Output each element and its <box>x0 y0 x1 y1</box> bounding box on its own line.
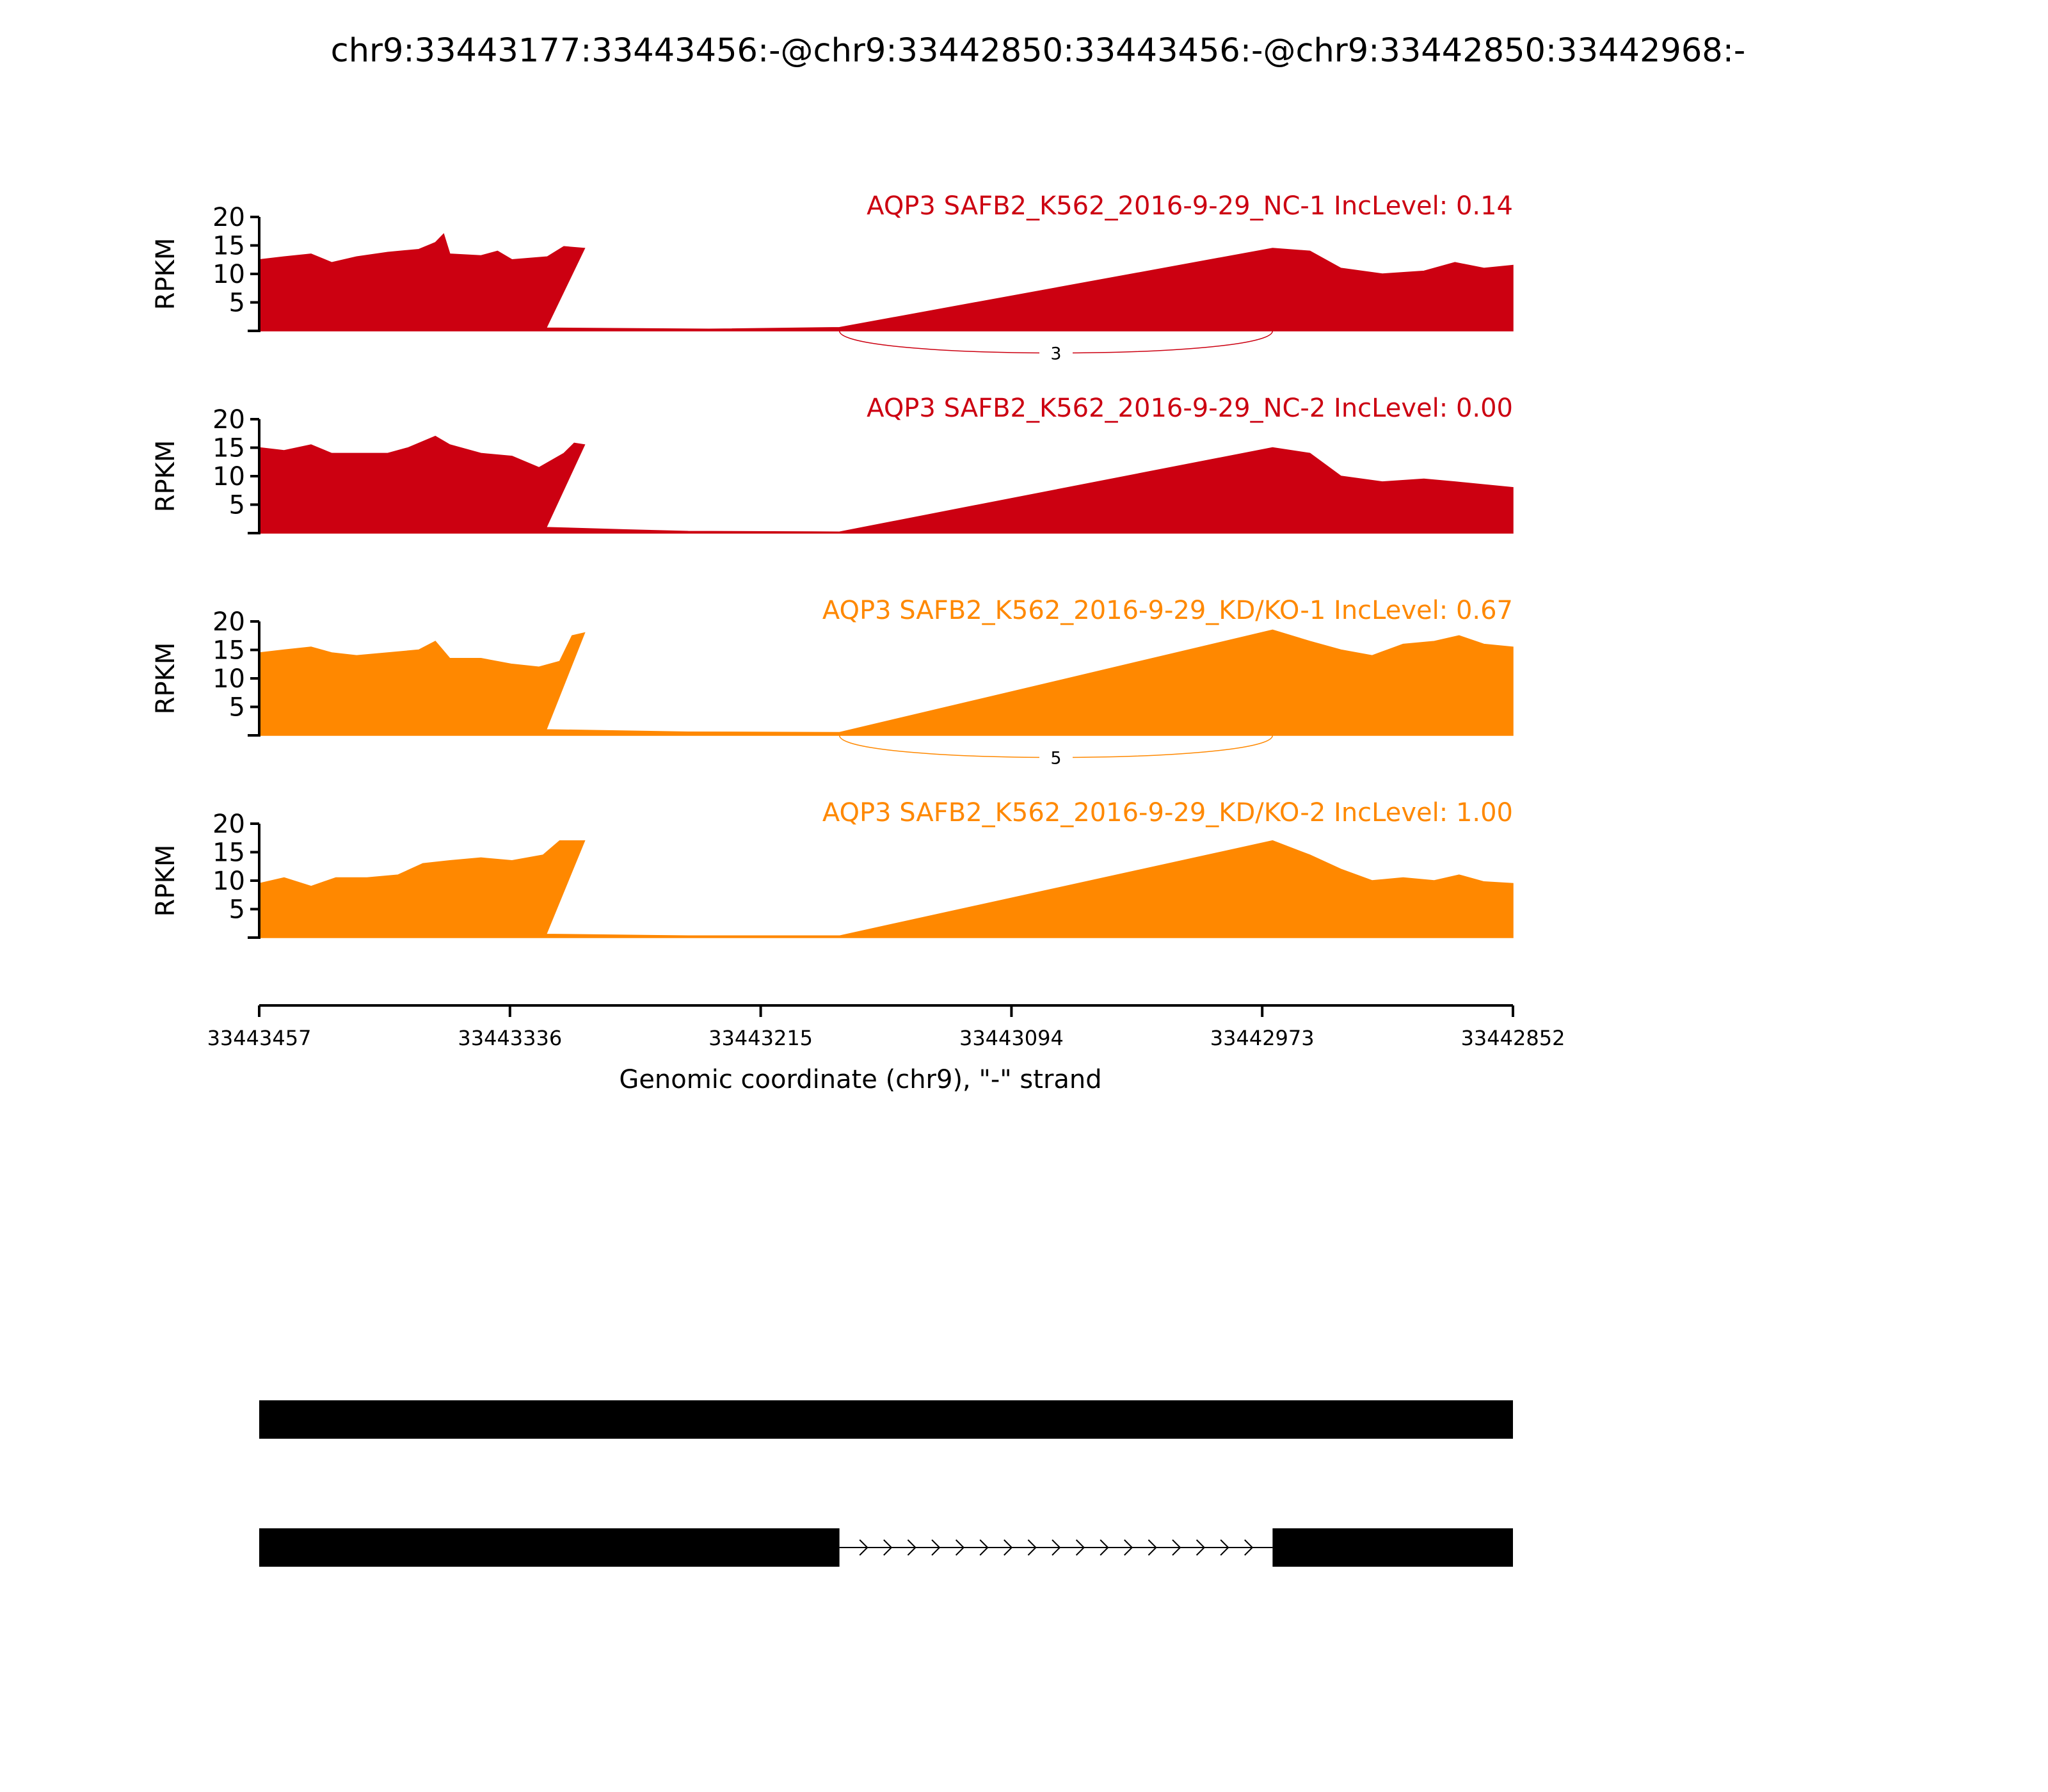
y-tick-label: 10 <box>212 664 245 694</box>
sample-label: AQP3 SAFB2_K562_2016-9-29_KD/KO-2 IncLevel: 1.00 <box>822 798 1513 828</box>
y-tick-label: 15 <box>212 231 245 261</box>
y-tick-label: 20 <box>212 607 245 637</box>
gene-model-1 <box>259 1400 1513 1439</box>
gene-models <box>259 1400 1513 1567</box>
gene-model-2 <box>259 1528 1513 1567</box>
coverage-area-4 <box>259 841 1513 938</box>
y-tick-label: 20 <box>212 810 245 839</box>
coverage-area-1 <box>259 234 1513 331</box>
x-tick-label: 33442973 <box>1210 1026 1315 1050</box>
junction-count-label: 3 <box>1050 344 1062 364</box>
y-tick-label: 20 <box>212 203 245 232</box>
y-axis-label: RPKM <box>151 642 180 715</box>
sample-label: AQP3 SAFB2_K562_2016-9-29_NC-1 IncLevel: 0.14 <box>867 191 1513 221</box>
coverage-area-3 <box>259 630 1513 735</box>
plot-title: chr9:33443177:33443456:-@chr9:33442850:33443456:-@chr9:33442850:33442968:- <box>330 32 1746 70</box>
y-axis-label: RPKM <box>151 844 180 917</box>
sample-label: AQP3 SAFB2_K562_2016-9-29_NC-2 IncLevel: 0.00 <box>867 394 1513 423</box>
x-tick-label: 33443336 <box>458 1026 563 1050</box>
y-tick-label: 10 <box>212 462 245 492</box>
exon-block <box>259 1400 1513 1439</box>
y-tick-label: 15 <box>212 636 245 666</box>
x-tick-label: 33443094 <box>959 1026 1064 1050</box>
x-tick-label: 33443457 <box>207 1026 312 1050</box>
y-tick-label: 15 <box>212 433 245 463</box>
y-axis-label: RPKM <box>151 237 180 310</box>
y-tick-label: 5 <box>228 692 245 723</box>
junction-count-label: 5 <box>1050 748 1062 769</box>
exon-block <box>259 1528 840 1567</box>
coverage-track-3 <box>151 596 1513 769</box>
exon-block <box>1272 1528 1513 1567</box>
y-tick-label: 5 <box>228 490 245 520</box>
coverage-tracks <box>151 191 1513 939</box>
y-tick-label: 10 <box>212 260 245 289</box>
x-tick-label: 33443215 <box>708 1026 813 1050</box>
y-tick-label: 20 <box>212 405 245 435</box>
coverage-track-2 <box>151 394 1513 534</box>
y-tick-label: 10 <box>212 867 245 896</box>
x-axis-ticks <box>207 1005 1565 1050</box>
coverage-track-4 <box>151 798 1513 939</box>
y-axis-label: RPKM <box>151 440 180 513</box>
x-axis-label: Genomic coordinate (chr9), "-" strand <box>619 1065 1102 1094</box>
y-tick-label: 5 <box>228 895 245 925</box>
x-tick-label: 33442852 <box>1460 1026 1565 1050</box>
coverage-area-2 <box>259 436 1513 533</box>
y-tick-label: 5 <box>228 288 245 318</box>
sample-label: AQP3 SAFB2_K562_2016-9-29_KD/KO-1 IncLevel: 0.67 <box>822 596 1513 625</box>
x-axis <box>207 1005 1565 1094</box>
y-tick-label: 15 <box>212 838 245 868</box>
coverage-track-1 <box>151 191 1513 364</box>
